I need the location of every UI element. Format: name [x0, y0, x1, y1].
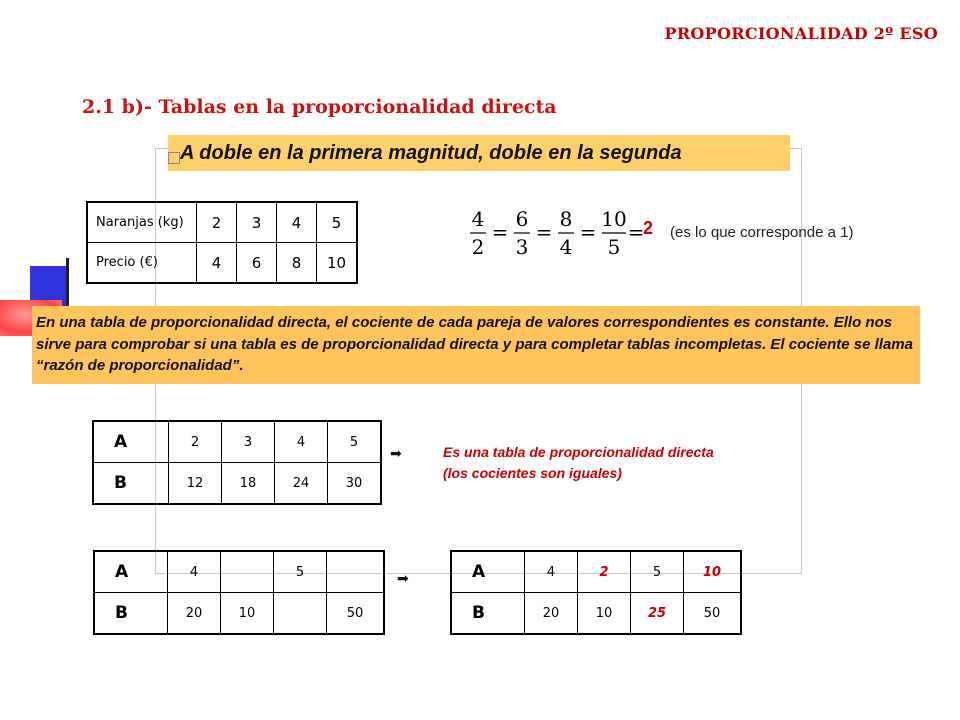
table-cell: 5	[317, 202, 358, 243]
equals-sign: =	[579, 220, 597, 244]
fraction-denominator: 5	[607, 235, 621, 259]
row-label: Naranjas (kg)	[87, 202, 197, 243]
conclusion-line: Es una tabla de proporcionalidad directa	[443, 444, 714, 460]
arrow-right-icon: ➡	[397, 570, 409, 586]
table-cell: 4	[168, 551, 221, 593]
fraction-numerator: 10	[601, 207, 627, 231]
fraction-numerator: 6	[515, 207, 529, 231]
table-cell	[274, 593, 327, 635]
table-cell: 5	[274, 551, 327, 593]
completed-table	[450, 550, 742, 635]
fraction-denominator: 2	[471, 235, 485, 259]
table-cell: 2	[197, 202, 237, 243]
row-label: B	[451, 593, 525, 635]
page-header: PROPORCIONALIDAD 2º ESO	[664, 24, 938, 43]
table-row	[93, 421, 381, 463]
section-title: 2.1 b)- Tablas en la proporcionalidad directa	[82, 96, 557, 118]
definition-text: En una tabla de proporcionalidad directa, el cociente de cada pareja de valores correspondientes es constante. Ello nos sirve para comprobar si una tabla es de proporcionalidad directa y para completar tablas incompletas. El cociente se llama “razón de proporcionalidad”.	[36, 314, 913, 374]
table-cell: 10	[578, 593, 631, 635]
table-cell: 20	[525, 593, 578, 635]
table-row	[451, 593, 741, 635]
example-table	[92, 420, 382, 505]
table-cell: 50	[327, 593, 385, 635]
table-row	[451, 551, 741, 593]
table-cell-filled: 10	[684, 551, 742, 593]
fraction-numerator: 4	[471, 207, 485, 231]
table-cell	[221, 551, 274, 593]
arrow-right-icon: ➡	[390, 445, 402, 461]
table-cell: 4	[525, 551, 578, 593]
table-cell: 24	[275, 463, 328, 505]
oranges-price-table	[86, 201, 358, 284]
table-row	[93, 463, 381, 505]
table-row	[94, 593, 384, 635]
table-cell: 8	[277, 243, 317, 284]
conclusion-line: (los cocientes son iguales)	[443, 465, 622, 481]
banner-text: A doble en la primera magnitud, doble en la segunda	[180, 142, 682, 164]
incomplete-table	[93, 550, 385, 635]
table-cell-filled: 2	[578, 551, 631, 593]
equals-sign: =	[491, 220, 509, 244]
table-cell: 4	[275, 421, 328, 463]
row-label: B	[94, 593, 168, 635]
table-cell: 2	[169, 421, 222, 463]
table-cell-filled: 25	[631, 593, 684, 635]
equals-sign: =	[627, 220, 645, 244]
table-cell: 12	[169, 463, 222, 505]
ratio-note: (es lo que corresponde a 1)	[670, 224, 854, 241]
table-cell: 3	[222, 421, 275, 463]
table-cell: 10	[221, 593, 274, 635]
table-cell: 30	[328, 463, 382, 505]
fraction-denominator: 4	[559, 235, 573, 259]
table-cell: 5	[631, 551, 684, 593]
row-label: Precio (€)	[87, 243, 197, 284]
conclusion-text	[443, 442, 714, 484]
table-row	[87, 202, 357, 243]
row-label: B	[93, 463, 169, 505]
table-cell: 18	[222, 463, 275, 505]
table-cell	[327, 551, 385, 593]
row-label: A	[94, 551, 168, 593]
table-cell: 3	[237, 202, 277, 243]
table-cell: 6	[237, 243, 277, 284]
table-cell: 4	[197, 243, 237, 284]
ratio-equation	[468, 204, 645, 264]
table-cell: 50	[684, 593, 742, 635]
table-row	[94, 551, 384, 593]
row-label: A	[451, 551, 525, 593]
broken-image-icon	[168, 152, 180, 164]
ratio-result: 2	[643, 218, 654, 238]
equals-sign: =	[535, 220, 553, 244]
fraction-denominator: 3	[515, 235, 529, 259]
table-cell: 10	[317, 243, 358, 284]
table-row	[87, 243, 357, 284]
row-label: A	[93, 421, 169, 463]
table-cell: 20	[168, 593, 221, 635]
table-cell: 4	[277, 202, 317, 243]
fraction-numerator: 8	[559, 207, 573, 231]
table-cell: 5	[328, 421, 382, 463]
